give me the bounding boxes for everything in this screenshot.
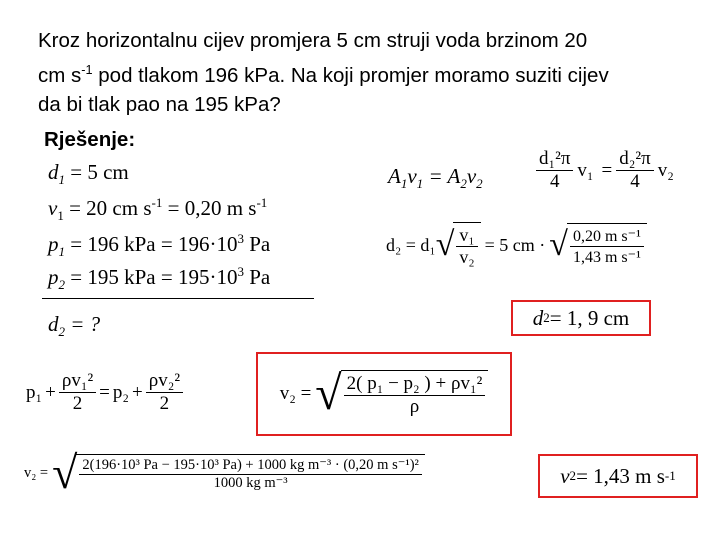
v2-numeric-sqrt: [52, 447, 425, 498]
cont-a1: A: [388, 164, 401, 188]
given-unknown-d2: [48, 312, 100, 340]
cont-a2: A: [447, 164, 461, 188]
cont-eq: =: [423, 164, 448, 188]
v1-sup-b: -1: [256, 195, 268, 210]
problem-line-2: [38, 55, 678, 90]
bern-num-2: ρv₂²: [146, 370, 183, 393]
rhs-num: d₂²π: [616, 148, 653, 171]
problem-line-2-pre: cm s: [38, 63, 82, 87]
v1-symbol: v: [48, 196, 58, 220]
result-v2-sub: 2: [569, 468, 577, 483]
p2-sup: 3: [237, 264, 244, 279]
d2-sqrt-1: [436, 222, 481, 268]
solution-label: Rješenje:: [44, 128, 136, 151]
given-d1: [48, 160, 129, 188]
bern-den-1: 2: [72, 393, 83, 414]
v2-numeric-num: 2(196·10³ Pa − 195·10³ Pa) + 1000 kg m⁻³ · (0,20 m s⁻¹)²: [79, 457, 422, 475]
v2-numeric-den: 1000 kg m⁻³: [213, 475, 288, 491]
bern-p2: p₂: [112, 381, 129, 403]
cont-v1-sub: 1: [416, 176, 424, 192]
p1-sub: 1: [58, 244, 66, 260]
bern-plus-1: +: [45, 381, 56, 403]
bern-plus-2: +: [132, 381, 143, 403]
d2-unknown: = ?: [65, 312, 101, 336]
problem-line-3: da bi tlak pao na 195 kPa?: [38, 92, 281, 116]
p1-value: = 196 kPa = 196·10: [65, 232, 238, 256]
v2-numeric-equation: [24, 447, 425, 498]
d2-den2: 1,43 m s⁻¹: [572, 249, 641, 266]
d2-den: v₂: [459, 247, 475, 267]
p2-unit: Pa: [243, 265, 271, 289]
d2-sqrt-2: [549, 223, 647, 267]
cont-v2: v: [466, 164, 477, 188]
lhs-den: 4: [549, 171, 560, 192]
d2-equation: [386, 222, 647, 268]
continuity-equation: [388, 164, 483, 192]
bernoulli-equation: [26, 370, 183, 415]
d2-num2: 0,20 m s⁻¹: [570, 226, 644, 247]
sqrt-sign: √: [549, 226, 568, 263]
v1-sup-a: -1: [151, 195, 163, 210]
v2-numeric-lhs: v₂ =: [24, 464, 49, 481]
rhs-den: 4: [630, 171, 640, 192]
sqrt-sign: √: [52, 447, 78, 498]
result-d2-value: = 1, 9 cm: [549, 305, 630, 330]
area-eq-sign: =: [601, 159, 613, 181]
cont-a2-sub: 2: [460, 176, 467, 192]
p1-sup: 3: [237, 231, 244, 246]
result-v2-sup: -1: [664, 468, 676, 483]
lhs-num: d₁²π: [536, 148, 573, 171]
given-p1: [48, 231, 270, 260]
bern-den-2: 2: [159, 393, 170, 414]
d2-symbol: d: [48, 312, 59, 336]
divider-line: [42, 298, 314, 299]
problem-statement: [38, 26, 678, 119]
bern-p1: p₁: [26, 381, 43, 403]
p1-symbol: p: [48, 232, 59, 256]
rhs-v: v₂: [657, 159, 674, 181]
cont-v2-sub: 2: [476, 176, 483, 192]
problem-line-2-sup: -1: [81, 62, 93, 77]
d2-sub: 2: [58, 324, 66, 340]
v2-formula-den: ρ: [409, 396, 420, 417]
problem-line-1: Kroz horizontalnu cijev promjera 5 cm struji voda brzinom 20: [38, 29, 588, 52]
v2-formula-num: 2( p₁ − p₂ ) + ρv₁²: [344, 373, 486, 396]
lhs-fraction: [536, 148, 573, 193]
result-v2-box: [538, 454, 698, 498]
v2-formula-lhs: v₂ =: [279, 383, 312, 404]
d2-eq-lhs: d₂ = d₁: [386, 234, 436, 255]
cont-a1-sub: 1: [400, 176, 408, 192]
result-d2-box: [511, 300, 651, 336]
p2-sub: 2: [58, 277, 66, 293]
d1-value: = 5 cm: [65, 160, 129, 184]
cont-v1: v: [407, 164, 417, 188]
bern-num-1: ρv₁²: [59, 370, 96, 393]
rhs-fraction: [616, 148, 653, 193]
lhs-v: v₁: [577, 159, 594, 181]
p1-unit: Pa: [243, 232, 271, 256]
result-d2-sub: 2: [543, 310, 550, 325]
d1-sub: 1: [58, 172, 66, 188]
v1-sub: 1: [57, 208, 64, 224]
area-equation: [536, 148, 674, 193]
bern-frac-2: [146, 370, 183, 415]
p2-value: = 195 kPa = 195·10: [65, 265, 238, 289]
problem-line-2-post: pod tlakom 196 kPa. Na koji promjer moramo suziti cijev: [92, 63, 609, 87]
v2-formula-box: [256, 352, 512, 436]
given-v1: [48, 195, 267, 224]
v1-value-b: = 0,20 m s: [162, 196, 257, 220]
p2-symbol: p: [48, 265, 59, 289]
given-p2: [48, 264, 270, 293]
result-d2-sym: d: [532, 305, 544, 330]
sqrt-sign: √: [435, 226, 455, 263]
v1-value-a: = 20 cm s: [63, 196, 152, 220]
bern-eq: =: [99, 381, 110, 403]
result-v2-value: = 1,43 m s: [576, 463, 665, 488]
result-v2-sym: v: [560, 463, 570, 488]
sqrt-sign: √: [315, 367, 342, 420]
bern-frac-1: [59, 370, 96, 415]
v2-formula-sqrt: [315, 367, 488, 420]
d1-symbol: d: [48, 160, 59, 184]
d2-num: v₁: [456, 225, 477, 247]
d2-eq-mid: = 5 cm ·: [484, 234, 546, 255]
